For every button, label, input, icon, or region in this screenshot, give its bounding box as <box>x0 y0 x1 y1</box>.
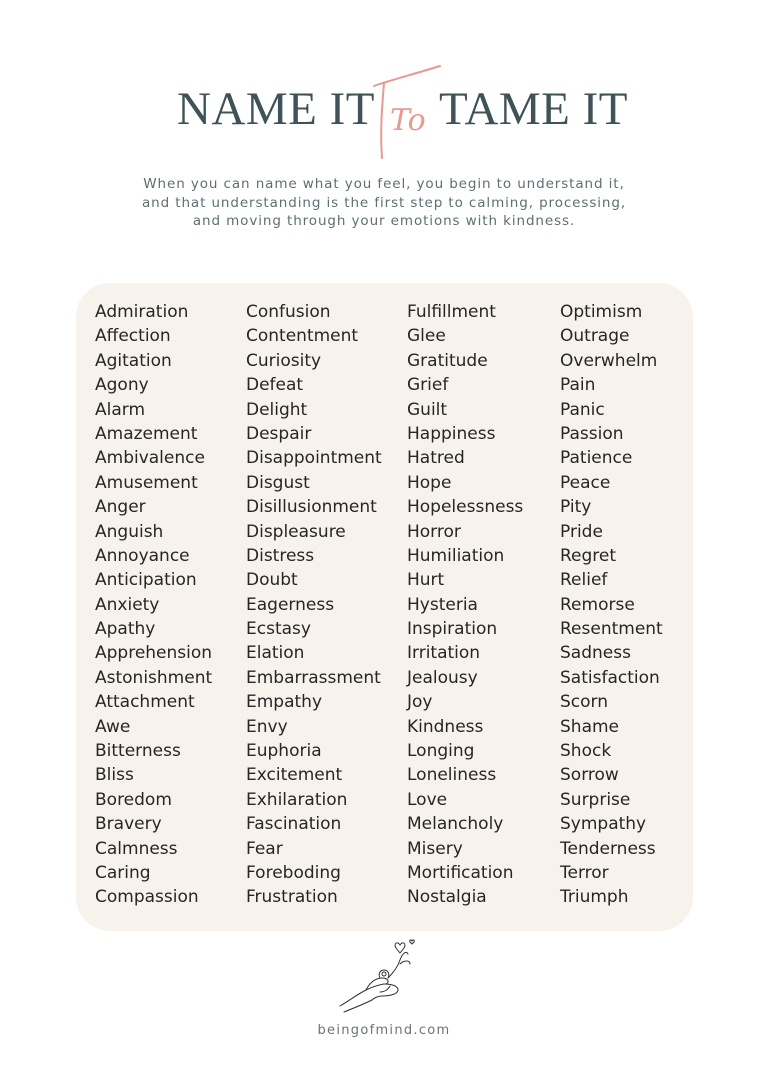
page-title <box>0 62 768 172</box>
emotion-word: Hopelessness <box>407 497 524 518</box>
emotion-word: Frustration <box>246 887 338 908</box>
emotion-word: Disillusionment <box>246 497 377 518</box>
emotion-word: Curiosity <box>246 350 322 371</box>
emotion-word: Overwhelm <box>560 350 658 371</box>
emotion-word: Optimism <box>560 302 643 322</box>
emotion-word: Joy <box>407 692 433 713</box>
emotion-word: Loneliness <box>407 765 497 786</box>
emotion-word: Fulfillment <box>407 302 496 322</box>
emotion-word: Nostalgia <box>407 887 487 908</box>
emotion-word: Disappointment <box>246 448 382 469</box>
emotion-word: Annoyance <box>95 545 190 566</box>
emotion-word: Panic <box>560 399 605 420</box>
emotion-word: Awe <box>95 716 131 737</box>
emotion-word: Humiliation <box>407 545 505 566</box>
emotion-word: Happiness <box>407 423 496 444</box>
emotion-word: Pain <box>560 375 596 396</box>
subtitle-line: and that understanding is the first step to calming, processing, <box>141 194 627 211</box>
emotion-word: Apprehension <box>95 643 213 664</box>
emotion-word: Regret <box>560 545 617 566</box>
emotion-word: Glee <box>407 326 446 347</box>
subtitle <box>0 175 768 231</box>
emotion-word: Euphoria <box>246 741 322 762</box>
emotions-column-2 <box>246 300 382 910</box>
emotion-word: Sorrow <box>560 765 619 786</box>
emotion-word: Hurt <box>407 570 445 591</box>
emotion-word: Contentment <box>246 326 359 347</box>
title-to-script <box>360 62 450 167</box>
emotion-word: Surprise <box>560 789 631 810</box>
emotion-word: Kindness <box>407 716 484 737</box>
emotion-word: Bitterness <box>95 741 181 762</box>
emotion-word: Hatred <box>407 448 465 469</box>
emotion-word: Calmness <box>95 838 178 859</box>
emotion-word: Jealousy <box>407 667 478 688</box>
emotion-word: Triumph <box>560 887 629 908</box>
emotion-word: Scorn <box>560 692 609 713</box>
emotions-column-1 <box>95 300 212 910</box>
title-to-text: To <box>390 103 426 138</box>
emotion-word: Hysteria <box>407 594 478 615</box>
emotion-word: Remorse <box>560 594 635 615</box>
emotion-word: Excitement <box>246 765 343 786</box>
emotion-word: Boredom <box>95 789 172 810</box>
emotion-word: Irritation <box>407 643 481 664</box>
emotion-word: Misery <box>407 838 463 859</box>
emotion-word: Admiration <box>95 302 189 322</box>
emotion-word: Pride <box>560 521 603 542</box>
emotion-word: Distress <box>246 545 315 566</box>
emotion-word: Empathy <box>246 692 323 713</box>
emotion-word: Ambivalence <box>95 448 205 469</box>
emotion-word: Delight <box>246 399 308 420</box>
emotion-word: Gratitude <box>407 350 488 371</box>
emotion-word: Peace <box>560 472 611 493</box>
emotion-word: Displeasure <box>246 521 346 542</box>
emotion-word: Sympathy <box>560 814 647 835</box>
subtitle-line: When you can name what you feel, you begin to understand it, <box>143 176 625 192</box>
emotion-word: Tenderness <box>560 838 656 859</box>
emotion-word: Amusement <box>95 472 198 493</box>
emotion-word: Melancholy <box>407 814 504 835</box>
emotion-word: Amazement <box>95 423 198 444</box>
emotion-word: Embarrassment <box>246 667 381 688</box>
emotion-word: Anxiety <box>95 594 160 615</box>
emotion-word: Elation <box>246 643 305 664</box>
emotion-word: Doubt <box>246 570 298 591</box>
emotion-word: Longing <box>407 741 475 762</box>
emotion-word: Guilt <box>407 399 448 420</box>
emotion-word: Shame <box>560 716 620 737</box>
emotion-word: Hope <box>407 472 452 493</box>
title-tame-it: TAME IT <box>439 83 628 135</box>
emotion-word: Bravery <box>95 814 162 835</box>
emotion-word: Astonishment <box>95 667 213 688</box>
emotion-word: Resentment <box>560 619 663 640</box>
emotion-word: Mortification <box>407 862 514 883</box>
emotions-column-3 <box>407 300 523 910</box>
emotion-word: Agitation <box>95 350 172 371</box>
emotion-word: Caring <box>95 862 151 883</box>
emotion-word: Fascination <box>246 814 342 835</box>
emotion-word: Anguish <box>95 521 164 542</box>
emotion-word: Inspiration <box>407 619 498 640</box>
emotion-word: Grief <box>407 375 449 396</box>
emotion-word: Relief <box>560 570 608 591</box>
emotion-word: Ecstasy <box>246 619 311 640</box>
emotion-word: Apathy <box>95 619 156 640</box>
footer-website: beingofmind.com <box>317 1023 451 1038</box>
emotion-word: Fear <box>246 838 283 859</box>
title-name-it: NAME IT <box>177 83 375 135</box>
emotion-word: Pity <box>560 497 592 518</box>
emotion-word: Agony <box>95 375 149 396</box>
emotion-word: Shock <box>560 741 612 762</box>
emotion-word: Bliss <box>95 765 134 786</box>
emotion-word: Alarm <box>95 399 146 420</box>
emotion-word: Exhilaration <box>246 789 348 810</box>
emotion-word: Eagerness <box>246 594 335 615</box>
hand-holding-flower-icon <box>336 938 422 1014</box>
subtitle-line: and moving through your emotions with kindness. <box>192 213 576 229</box>
emotion-word: Disgust <box>246 472 310 493</box>
emotion-word: Satisfaction <box>560 667 660 688</box>
emotion-word: Outrage <box>560 326 630 347</box>
emotion-word: Passion <box>560 423 624 444</box>
emotion-word: Foreboding <box>246 862 341 883</box>
emotion-word: Patience <box>560 448 633 469</box>
emotion-word: Sadness <box>560 643 631 664</box>
emotions-column-4 <box>560 300 663 910</box>
emotion-word: Despair <box>246 423 312 444</box>
emotion-word: Horror <box>407 521 461 542</box>
emotion-word: Attachment <box>95 692 195 713</box>
emotion-word: Confusion <box>246 302 331 322</box>
emotion-word: Compassion <box>95 887 199 908</box>
emotion-word: Defeat <box>246 375 304 396</box>
emotion-word: Affection <box>95 326 171 347</box>
emotion-word: Terror <box>560 862 609 883</box>
emotion-word: Anger <box>95 497 146 518</box>
emotion-word: Anticipation <box>95 570 197 591</box>
emotion-word: Envy <box>246 716 288 737</box>
emotion-word: Love <box>407 789 448 810</box>
